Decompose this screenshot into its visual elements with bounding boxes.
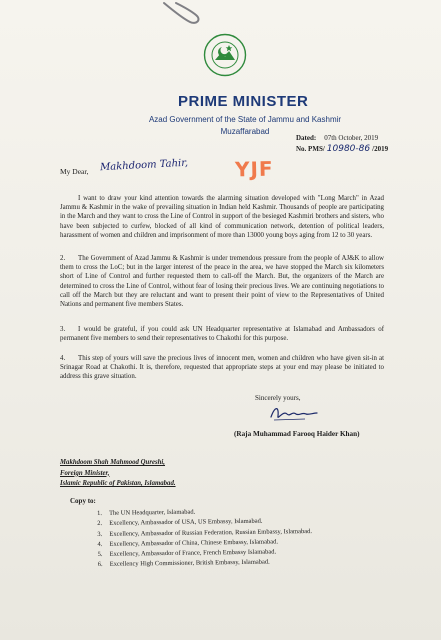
stamp-mark: YJF [234, 156, 274, 182]
letterhead-title: PRIME MINISTER [178, 93, 309, 110]
paragraph-number: 2. [60, 255, 66, 262]
paragraph-text: The Government of Azad Jammu & Kashmir is under tremendous pressure from the people of AJ&K to allow them to cross the LoC; but in the larger interest of the peace in the area, we have stopped the March six kilometers short of Line of Control and further requested them to call-off the March. But, the organizers of the March are determined to cross the Line of Control, without fear of losing their precious lives. We are continuing negotiations to call off the March but they are reluctant and want to present their point of view to the Representatives of United Nations and permanent five members States. [60, 255, 384, 309]
dated-value: 07th October, 2019 [324, 134, 379, 142]
list-item: 1. The UN Headquarter, Islamabad. [97, 508, 196, 517]
recipient-address: Islamic Republic of Pakistan, Islamabad. [60, 480, 176, 487]
paragraph-text: I would be grateful, if you could ask UN Headquarter representative at Islamabad and Ambassadors of permanent five members to send their representatives to Chakothi for this purpose. [60, 326, 384, 343]
signature-icon [265, 402, 327, 424]
closing: Sincerely yours, [255, 394, 301, 402]
list-item: 2. Excellency, Ambassador of USA, US Embassy, Islamabad. [97, 517, 263, 528]
list-item: 5. Excellency, Ambassador of France, French Embassy Islamabad. [97, 548, 277, 559]
copy-to-label: Copy to: [70, 497, 96, 505]
city-name: Muzaffarabad [220, 127, 270, 136]
list-item: 4. Excellency, Ambassador of China, Chinese Embassy, Islamabad. [97, 538, 279, 548]
government-name: Azad Government of the State of Jammu and Kashmir [148, 115, 342, 124]
dated-line [296, 134, 378, 142]
list-item: 3. Excellency, Ambassador of Russian Federation, Russian Embassy, Islamabad. [97, 527, 312, 538]
paragraph-text: This step of yours will save the precious lives of innocent men, women and children who have given sit-in at Srinagar Road at Chakothi. It is, therefore, requested that appropriate steps at your end may please be initiated to address this grave situation. [60, 355, 384, 381]
list-item: 6. Excellency High Commissioner, British Embassy, Islamabad. [97, 559, 270, 569]
paragraph-2 [60, 254, 384, 309]
recipient-block [60, 458, 176, 490]
paragraph-1 [60, 194, 384, 240]
paragraph-4 [60, 354, 384, 382]
reference-number: 10980-86 [326, 144, 371, 154]
seal-text [203, 33, 247, 77]
reference-label: No. PMS/ [296, 145, 325, 153]
government-seal [203, 33, 247, 77]
copy-to-list [97, 506, 312, 571]
signer-name: (Raja Muhammad Farooq Haider Khan) [234, 430, 360, 438]
reference-number-line [296, 144, 388, 154]
recipient-name: Makhdoom Shah Mahmood Qureshi, [60, 459, 166, 466]
paragraph-text: I want to draw your kind attention towards the alarming situation developed with "Long March" in Azad Jammu & Kashmir in the wake of prevailing situation in Indian held Kashmir. Thousands of people are participating in the March and they want to cross the Line of Control in support of the besieged Kashmiri brothers and sisters, who have been subjected to curfew, blocked of all kind of communication network, detention of political leaders, harassment of women and children and imprisonment of more than 13000 young boys aging from 12 to 30 years. [60, 195, 384, 239]
paper-clip-icon [160, 0, 204, 26]
paragraph-3 [60, 325, 384, 343]
paragraph-number: 4. [60, 355, 66, 362]
salutation: My Dear, [60, 167, 89, 176]
paragraph-number: 3. [60, 326, 66, 333]
dated-label: Dated: [296, 134, 317, 142]
handwritten-addressee: Makhdoom Tahir, [99, 157, 189, 174]
recipient-title: Foreign Minister, [60, 469, 110, 477]
reference-year: /2019 [372, 145, 389, 153]
